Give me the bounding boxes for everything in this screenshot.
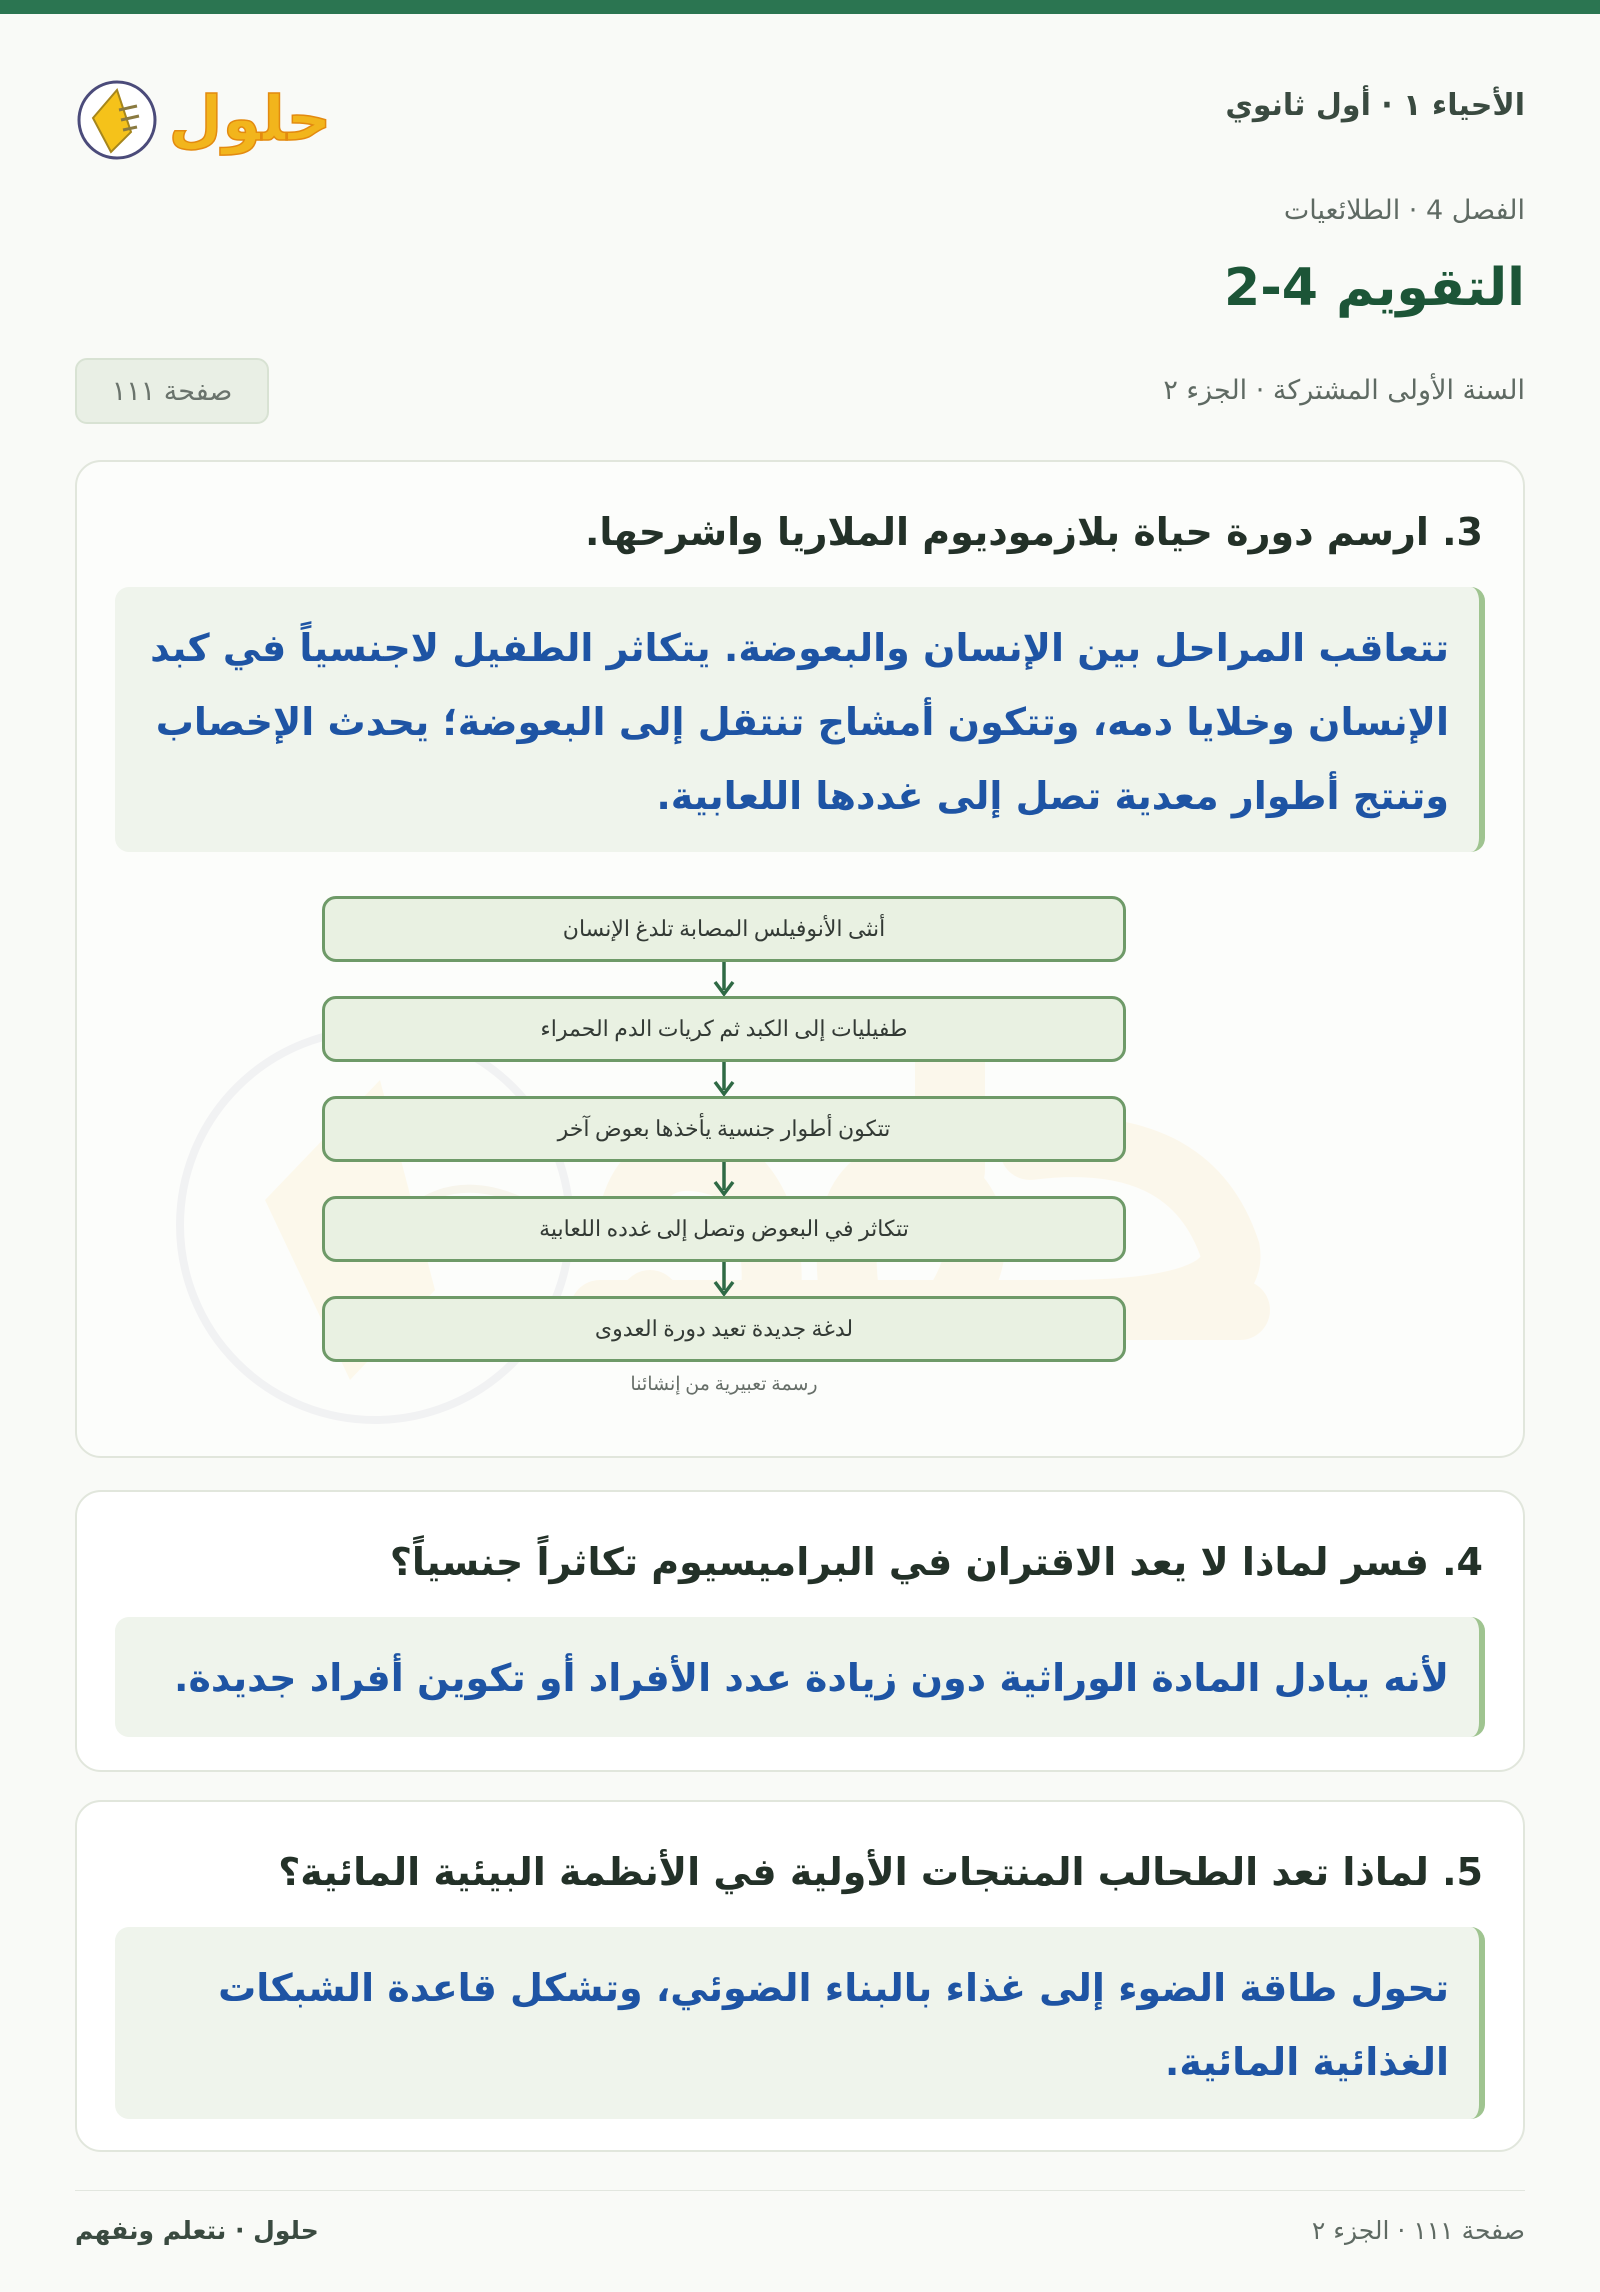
flow-step-1: أنثى الأنوفيلس المصابة تلدغ الإنسان [322, 896, 1126, 962]
answer-box: تتعاقب المراحل بين الإنسان والبعوضة. يتكاثر الطفيل لاجنسياً في كبد الإنسان وخلايا دمه، وتتكون أمشاج تنتقل إلى البعوضة؛ يحدث الإخصاب وتنتج أطوار معدية تصل إلى غددها اللعابية. [115, 587, 1485, 852]
arrow-down-icon [712, 962, 736, 998]
svg-text:حلول: حلول [168, 82, 332, 155]
answer-box: تحول طاقة الضوء إلى غذاء بالبناء الضوئي، وتشكل قاعدة الشبكات الغذائية المائية. [115, 1927, 1485, 2119]
diagram-caption: رسمة تعبيرية من إنشائنا [630, 1374, 818, 1395]
subject-title: الأحياء ١ · أول ثانوي [1225, 88, 1525, 123]
question-text: 4. فسر لماذا لا يعد الاقتران في البراميسيوم تكاثراً جنسياً؟ [389, 1540, 1483, 1584]
book-meta: السنة الأولى المشتركة · الجزء ٢ [1163, 375, 1525, 406]
footer-brand: حلول · نتعلم ونفهم [75, 2216, 319, 2245]
question-card-5 [75, 1800, 1525, 2152]
question-text: 5. لماذا تعد الطحالب المنتجات الأولية في الأنظمة البيئية المائية؟ [278, 1850, 1483, 1894]
arrow-down-icon [712, 1262, 736, 1298]
hulul-logo-icon [75, 70, 345, 170]
footer-page: صفحة ١١١ · الجزء ٢ [1311, 2216, 1525, 2245]
question-text: 3. ارسم دورة حياة بلازموديوم الملاريا واشرحها. [584, 510, 1483, 554]
page-header [75, 70, 1525, 170]
flow-step-3: تتكون أطوار جنسية يأخذها بعوض آخر [322, 1096, 1126, 1162]
footer-divider [75, 2190, 1525, 2191]
flow-step-2: طفيليات إلى الكبد ثم كريات الدم الحمراء [322, 996, 1126, 1062]
flow-step-5: لدغة جديدة تعيد دورة العدوى [322, 1296, 1126, 1362]
page-number-badge: صفحة ١١١ [75, 358, 269, 424]
answer-box: لأنه يبادل المادة الوراثية دون زيادة عدد الأفراد أو تكوين أفراد جديدة. [115, 1617, 1485, 1737]
arrow-down-icon [712, 1062, 736, 1098]
top-accent-bar [0, 0, 1600, 14]
question-card-4 [75, 1490, 1525, 1772]
flow-step-4: تتكاثر في البعوض وتصل إلى غدده اللعابية [322, 1196, 1126, 1262]
arrow-down-icon [712, 1162, 736, 1198]
chapter-label: الفصل 4 · الطلائعيات [1283, 195, 1525, 226]
page-title: التقويم 4-2 [1224, 258, 1525, 318]
